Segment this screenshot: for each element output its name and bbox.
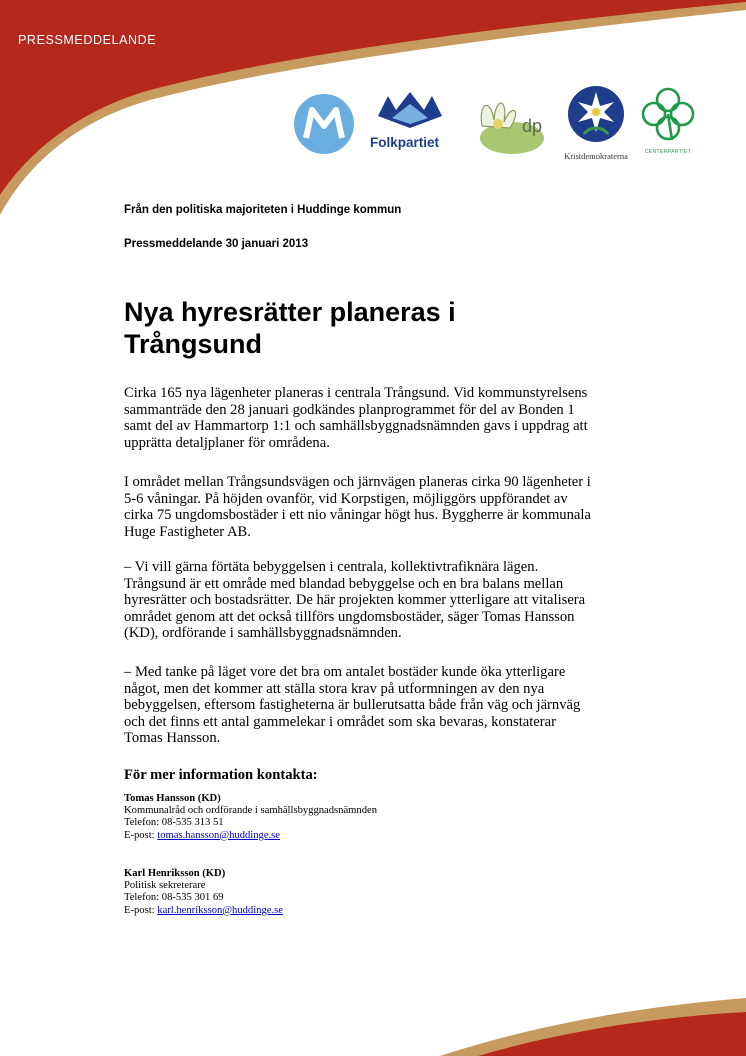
body-paragraph: – Med tanke på läget vore det bra om antalet bostäder kunde öka ytterligare något, men det kommer att ställa stora krav på utformningen av den nya bebyggelsen, eftersom fastigheterna är bullerutsatta både från väg och järnväg och det finns ett antal gammelekar i området som ska bevaras, konstaterar Tomas Hansson. bbox=[124, 664, 581, 747]
release-date: Pressmeddelande 30 januari 2013 bbox=[124, 238, 309, 250]
sender-organisation: Från den politiska majoriteten i Huddinge kommun bbox=[124, 204, 402, 216]
contact-card bbox=[124, 868, 283, 917]
contact-email-link[interactable]: tomas.hansson@huddinge.se bbox=[157, 829, 281, 841]
folkpartiet-logo bbox=[370, 88, 450, 154]
contact-phone: Telefon: 08-535 301 69 bbox=[124, 892, 224, 904]
centerpartiet-logo bbox=[638, 84, 698, 158]
contact-name: Karl Henriksson (KD) bbox=[124, 868, 226, 879]
folkpartiet-logo-text: Folkpartiet bbox=[370, 135, 440, 150]
contact-email-label: E-post: bbox=[124, 904, 158, 916]
dp-logo-text: dp bbox=[522, 116, 543, 136]
centerpartiet-logo-text: CENTERPARTIET bbox=[644, 149, 692, 155]
body-paragraph: I området mellan Trångsundsvägen och järnvägen planeras cirka 90 lägenheter i 5-6 våningar. På höjden ovanför, vid Korpstigen, möjliggörs uppförandet av cirka 75 ungdomsbostäder i ett nio våningar högt hus. Byggherre är kommunala Huge Fastigheter AB. bbox=[124, 474, 591, 540]
kristdemokraterna-logo bbox=[554, 84, 638, 161]
contact-role: Kommunalråd och ordförande i samhällsbyggnadsnämnden bbox=[124, 805, 378, 817]
centerpartiet-clover-icon bbox=[638, 84, 698, 144]
body-paragraph: – Vi vill gärna förtäta bebyggelsen i centrala, kollektivtrafiknära lägen. Trångsund är ett område med blandad bebyggelse och en bra balans mellan hyresrätter och bostadsrätter. De här projekten kommer ytterligare att vitalisera området genom att det också tillförs ungdomsbostäder, säger Tomas Hansson (KD), ordförande i samhällsbyggnadsnämnden. bbox=[124, 559, 586, 642]
contact-phone: Telefon: 08-535 313 51 bbox=[124, 817, 224, 829]
contact-role: Politisk sekreterare bbox=[124, 880, 206, 892]
contact-email-row bbox=[124, 905, 283, 917]
contact-heading: För mer information kontakta: bbox=[124, 767, 318, 783]
contact-name: Tomas Hansson (KD) bbox=[124, 793, 221, 804]
contact-email-label: E-post: bbox=[124, 829, 158, 841]
press-release-label: PRESSMEDDELANDE bbox=[18, 33, 157, 47]
party-logos bbox=[290, 84, 710, 164]
kristdemokraterna-logo-text: Kristdemokraterna bbox=[564, 151, 628, 161]
contact-email-link[interactable]: karl.henriksson@huddinge.se bbox=[157, 904, 283, 916]
folkpartiet-star-icon bbox=[370, 88, 450, 132]
kristdemokraterna-anemone-icon bbox=[554, 84, 638, 144]
page-title: Nya hyresrätter planeras i Trångsund bbox=[124, 297, 456, 359]
footer-swoosh bbox=[0, 990, 746, 1056]
contact-email-row bbox=[124, 830, 377, 842]
body-paragraph: Cirka 165 nya lägenheter planeras i centrala Trångsund. Vid kommunstyrelsens sammanträde den 28 januari godkändes planprogrammet för del av Bonden 1 samt del av Hammartorp 1:1 och samhällsbyggnadsnämnden gavs i uppdrag att upprätta detaljplaner för områdena. bbox=[124, 385, 588, 451]
moderaterna-logo-icon bbox=[292, 92, 356, 156]
contact-card bbox=[124, 793, 377, 842]
